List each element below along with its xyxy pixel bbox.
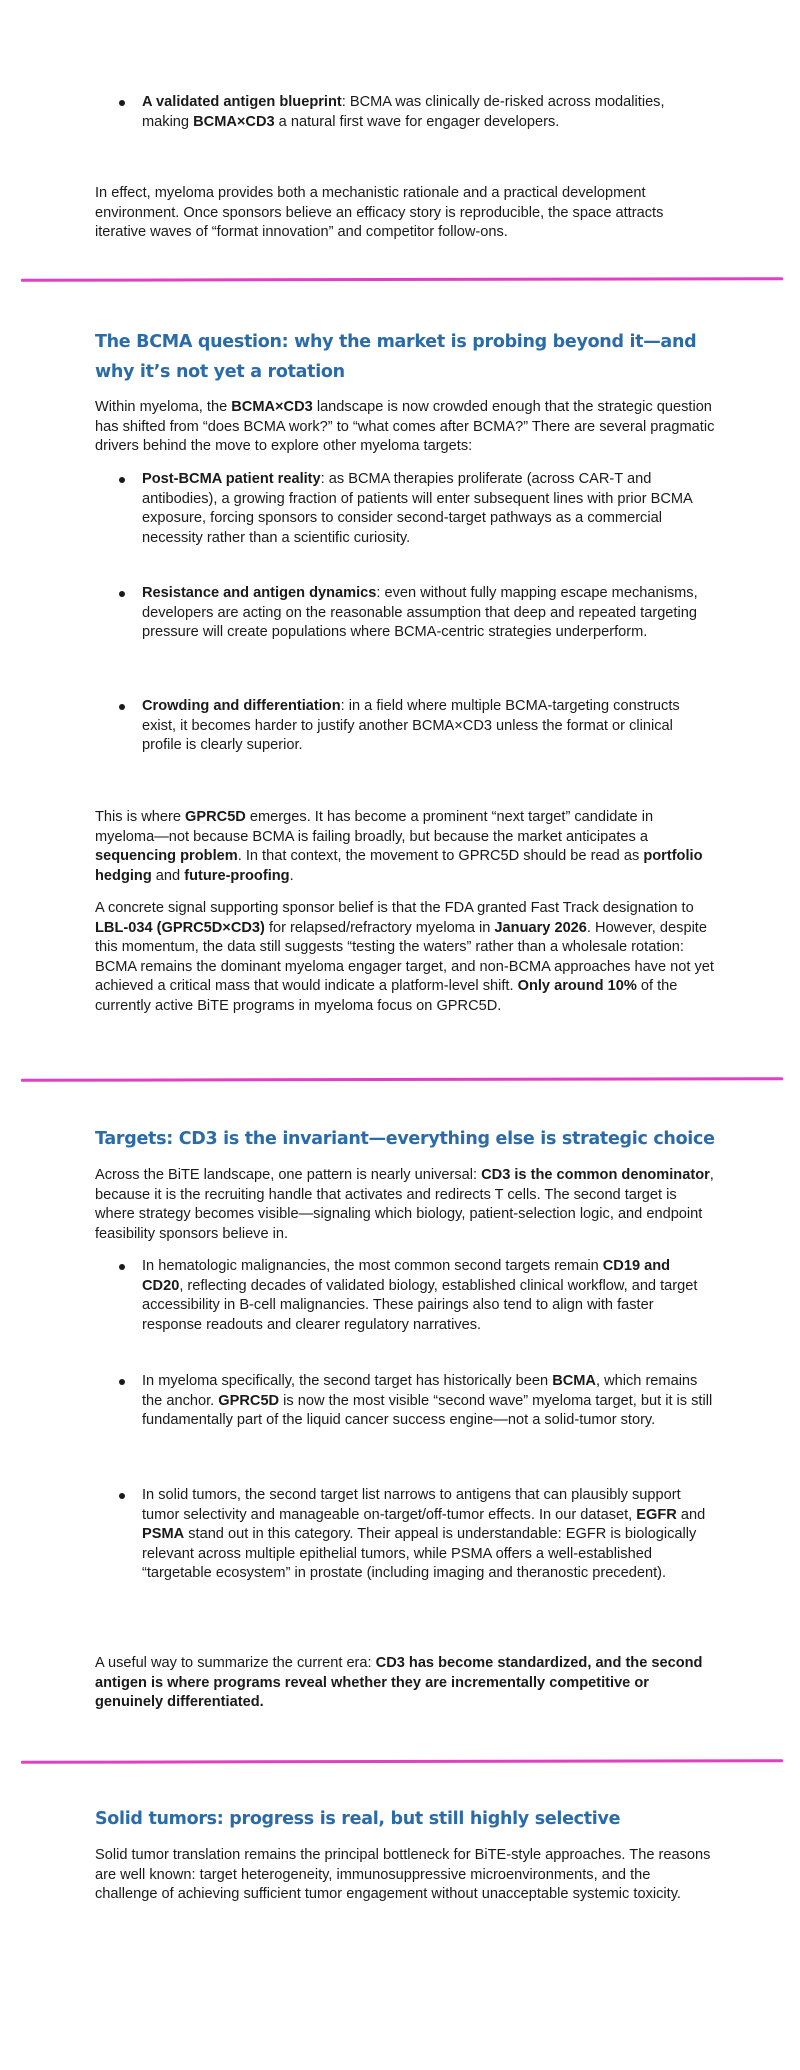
solid-tumors-heading: Solid tumors: progress is real, but still highly selective: [95, 1809, 621, 1829]
targets-list-2: [95, 1372, 715, 1431]
list-item: A validated antigen blueprint: BCMA was clinically de-risked across modalities, making BCMA×CD3 a natural first wave for engager developers.: [95, 93, 715, 132]
section-divider: [21, 1759, 783, 1764]
targets-summary-paragraph: A useful way to summarize the current era: CD3 has become standardized, and the second antigen is where programs reveal whether they are incrementally competitive or genuinely differentiated.: [95, 1655, 703, 1710]
bullet-dot: [119, 1493, 125, 1499]
bullet-dot: [119, 1379, 125, 1385]
section-divider: [21, 1077, 783, 1082]
bcma-drivers-list-3: [95, 697, 715, 756]
targets-intro-paragraph: Across the BiTE landscape, one pattern is nearly universal: CD3 is the common denominator, because it is the recruiting handle that activates and redirects T cells. The second target is where strategy becomes visible—signaling which biology, patient-selection logic, and endpoint feasibility sponsors believe in.: [95, 1167, 714, 1242]
bullet-dot: [119, 591, 125, 597]
bullet-dot: [119, 477, 125, 483]
list-item: Resistance and antigen dynamics: even without fully mapping escape mechanisms, developers are acting on the reasonable assumption that deep and repeated targeting pressure will create populations where BCMA-centric strategies underperform.: [95, 584, 715, 643]
targets-list-3: [95, 1486, 715, 1584]
bcma-drivers-list-2: [95, 584, 715, 643]
targets-section-heading: Targets: CD3 is the invariant—everything else is strategic choice: [95, 1129, 715, 1149]
myeloma-summary-paragraph: In effect, myeloma provides both a mechanistic rationale and a practical development environment. Once sponsors believe an efficacy story is reproducible, the space attracts iterative waves of “format innovation” and competitor follow-ons.: [95, 185, 664, 240]
bullet-dot: [119, 704, 125, 710]
section-divider: [21, 277, 783, 282]
targets-list-1: [95, 1257, 715, 1335]
solid-tumors-paragraph: Solid tumor translation remains the principal bottleneck for BiTE-style approaches. The reasons are well known: target heterogeneity, immunosuppressive microenvironments, and the challenge of achieving sufficient tumor engagement without unacceptable systemic toxicity.: [95, 1847, 711, 1902]
bcma-drivers-list-1: [95, 470, 715, 548]
bullet-dot: [119, 100, 125, 106]
gprc5d-paragraph: This is where GPRC5D emerges. It has become a prominent “next target” candidate in myeloma—not because BCMA is failing broadly, but because the market anticipates a sequencing problem. In that context, the movement to GPRC5D should be read as portfolio hedging and future-proofing.: [95, 809, 703, 884]
fast-track-paragraph: A concrete signal supporting sponsor belief is that the FDA granted Fast Track designation to LBL-034 (GPRC5D×CD3) for relapsed/refractory myeloma in January 2026. However, despite this momentum, the data still suggests “testing the waters” rather than a wholesale rotation: BCMA remains the dominant myeloma engager target, and non-BCMA approaches have not yet achieved a critical mass that would indicate a platform-level shift. Only around 10% of the currently active BiTE programs in myeloma focus on GPRC5D.: [95, 900, 714, 1014]
list-item: Post-BCMA patient reality: as BCMA therapies proliferate (across CAR-T and antibodies), a growing fraction of patients will enter subsequent lines with prior BCMA exposure, forcing sponsors to consider second-target pathways as a commercial necessity rather than a scientific curiosity.: [95, 470, 715, 548]
bcma-section-heading: The BCMA question: why the market is probing beyond it—and why it’s not yet a rotation: [95, 332, 697, 382]
list-item: In myeloma specifically, the second target has historically been BCMA, which remains the anchor. GPRC5D is now the most visible “second wave” myeloma target, but it is still fundamentally part of the liquid cancer success engine—not a solid-tumor story.: [95, 1372, 715, 1431]
antigen-blueprint-list: [95, 93, 715, 132]
list-item: In solid tumors, the second target list narrows to antigens that can plausibly support tumor selectivity and manageable on-target/off-tumor effects. In our dataset, EGFR and PSMA stand out in this category. Their appeal is understandable: EGFR is biologically relevant across multiple epithelial tumors, while PSMA offers a well-established “targetable ecosystem” in prostate (including imaging and theranostic precedent).: [95, 1486, 715, 1584]
bcma-intro-paragraph: Within myeloma, the BCMA×CD3 landscape is now crowded enough that the strategic question has shifted from “does BCMA work?” to “what comes after BCMA?” There are several pragmatic drivers behind the move to explore other myeloma targets:: [95, 399, 715, 454]
list-item: Crowding and differentiation: in a field where multiple BCMA-targeting constructs exist, it becomes harder to justify another BCMA×CD3 unless the format or clinical profile is clearly superior.: [95, 697, 715, 756]
bullet-dot: [119, 1264, 125, 1270]
list-item: In hematologic malignancies, the most common second targets remain CD19 and CD20, reflecting decades of validated biology, established clinical workflow, and target accessibility in B-cell malignancies. These pairings also tend to align with faster response readouts and clearer regulatory narratives.: [95, 1257, 715, 1335]
